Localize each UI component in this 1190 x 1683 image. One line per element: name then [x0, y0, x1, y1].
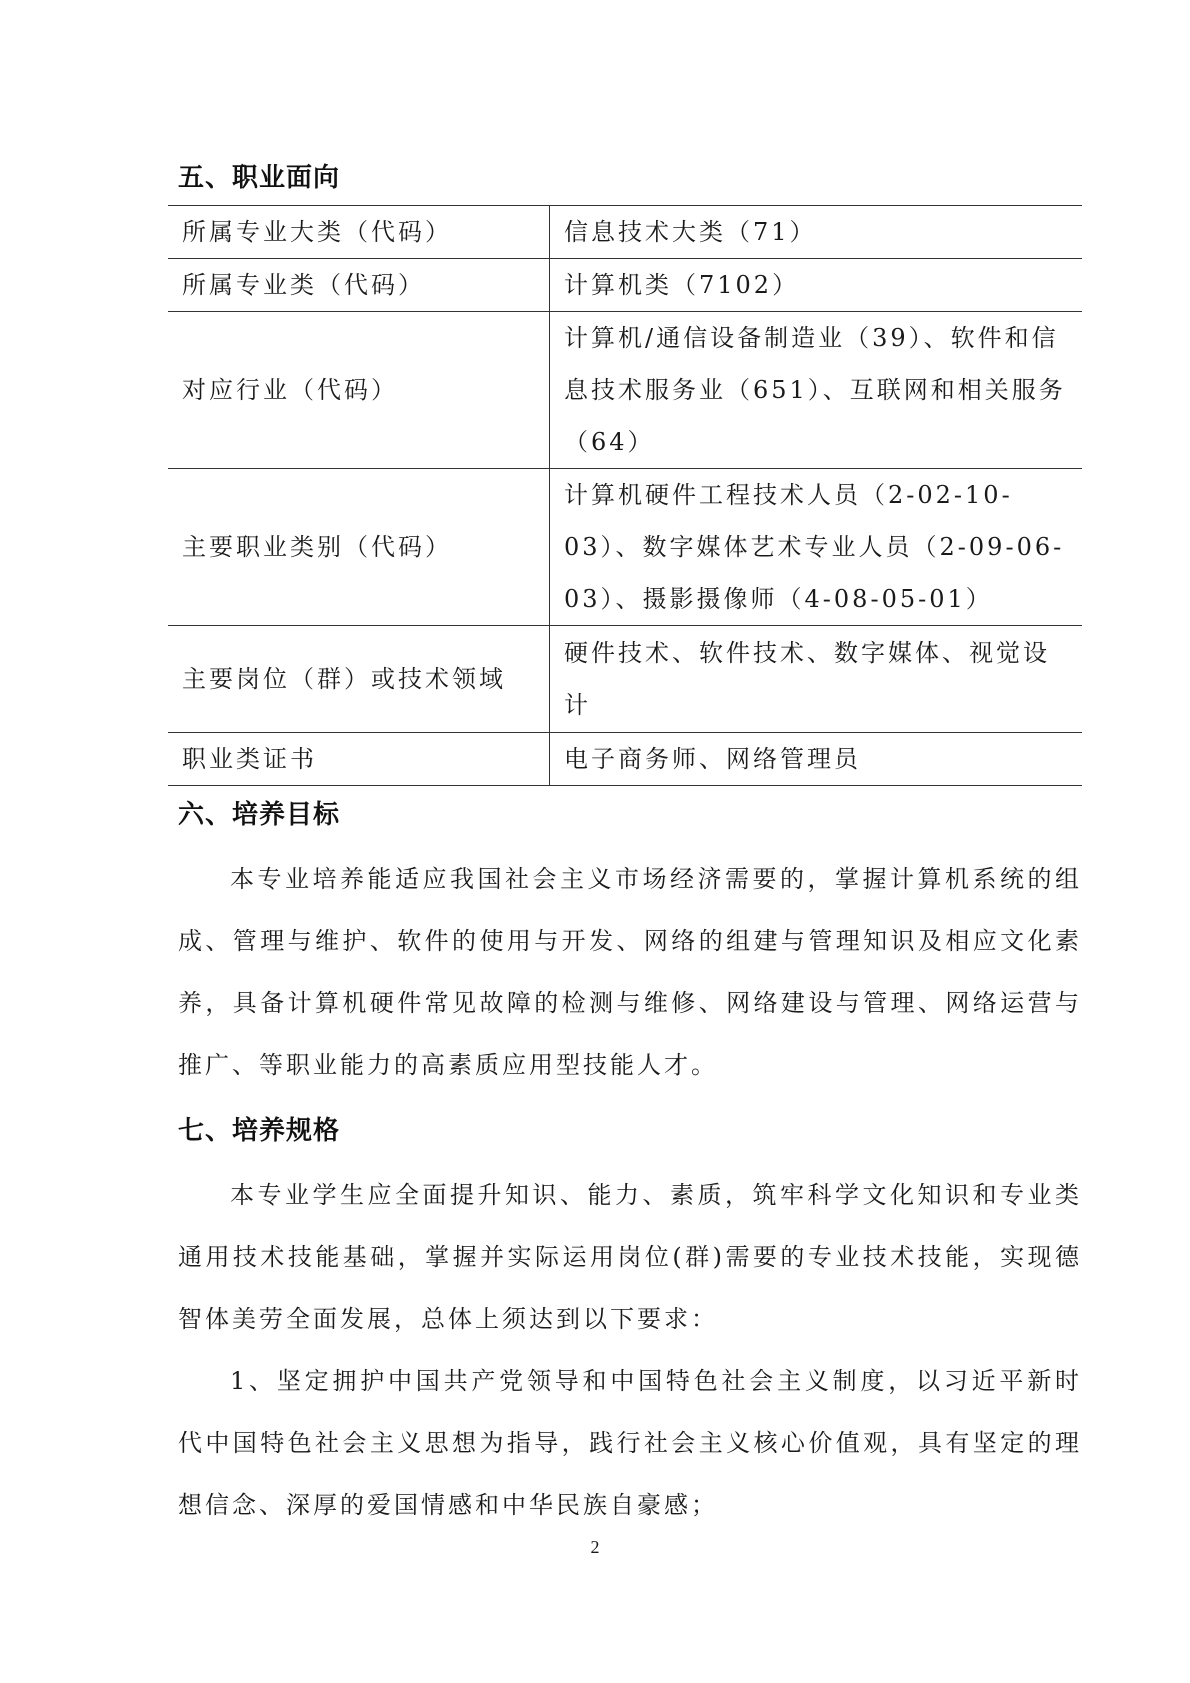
- training-objective-paragraph: 本专业培养能适应我国社会主义市场经济需要的，掌握计算机系统的组成、管理与维护、软件的使用与开发、网络的组建与管理知识及相应文化素养，具备计算机硬件常见故障的检测与维修、网络建设与管理、网络运营与推广、等职业能力的高素质应用型技能人才。: [178, 865, 1082, 1079]
- table-cell-label: 主要岗位（群）或技术领域: [168, 626, 550, 733]
- section-heading-training-specification: 七、培养规格: [178, 1116, 341, 1146]
- table-cell-value: 硬件技术、软件技术、数字媒体、视觉设计: [550, 626, 1083, 733]
- requirement-item-1: 1、坚定拥护中国共产党领导和中国特色社会主义制度，以习近平新时代中国特色社会主义思想为指导，践行社会主义核心价值观，具有坚定的理想信念、深厚的爱国情感和中华民族自豪感；: [178, 1367, 1082, 1519]
- table-cell-label: 职业类证书: [168, 733, 550, 786]
- table-row: [168, 206, 1082, 259]
- table-row: [168, 312, 1082, 469]
- section-heading-career-orientation: 五、职业面向: [178, 163, 341, 193]
- training-specification-intro: 本专业学生应全面提升知识、能力、素质，筑牢科学文化知识和专业类通用技术技能基础，掌握并实际运用岗位(群)需要的专业技术技能，实现德智体美劳全面发展，总体上须达到以下要求：: [178, 1181, 1082, 1333]
- table-cell-value: 信息技术大类（71）: [550, 206, 1083, 259]
- table-row: [168, 733, 1082, 786]
- table-cell-label: 所属专业类（代码）: [168, 259, 550, 312]
- table-cell-label: 所属专业大类（代码）: [168, 206, 550, 259]
- table-cell-value: 计算机类（7102）: [550, 259, 1083, 312]
- table-cell-value: 计算机硬件工程技术人员（2-02-10-03）、数字媒体艺术专业人员（2-09-06-03）、摄影摄像师（4-08-05-01）: [550, 469, 1083, 626]
- page-number: 2: [590, 1537, 600, 1557]
- table-cell-label: 对应行业（代码）: [168, 312, 550, 469]
- table-cell-label: 主要职业类别（代码）: [168, 469, 550, 626]
- table-cell-value: 计算机/通信设备制造业（39）、软件和信息技术服务业（651）、互联网和相关服务（64）: [550, 312, 1083, 469]
- table-row: [168, 626, 1082, 733]
- table-cell-value: 电子商务师、网络管理员: [550, 733, 1083, 786]
- section-heading-training-objective: 六、培养目标: [178, 800, 341, 830]
- career-orientation-table: [168, 205, 1082, 786]
- table-row: [168, 259, 1082, 312]
- table-row: [168, 469, 1082, 626]
